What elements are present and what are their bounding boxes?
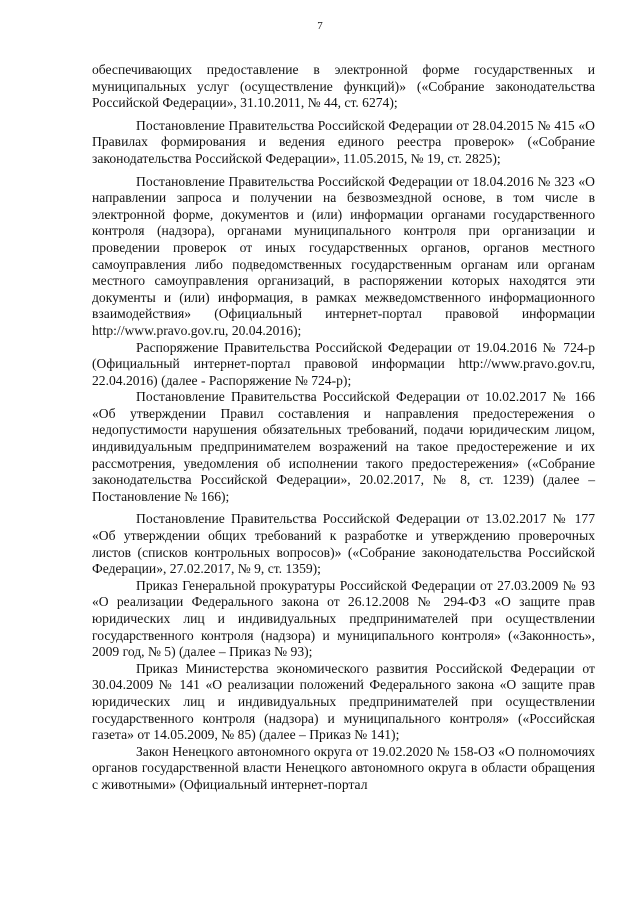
document-body — [92, 62, 595, 794]
paragraph-decree-177: Постановление Правительства Российской Федерации от 13.02.2017 № 177 «Об утверждении общих требований к разработке и утверждению проверочных листов (списков контрольных вопросов)» («Собрание законодательства Российской Федерации», 27.02.2017, № 9, ст. 1359); — [92, 511, 595, 577]
paragraph-decree-415: Постановление Правительства Российской Федерации от 28.04.2015 № 415 «О Правилах формирования и ведения единого реестра проверок» («Собрание законодательства Российской Федерации», 11.05.2015, № 19, ст. 2825); — [92, 117, 595, 166]
paragraph-continuation: обеспечивающих предоставление в электронной форме государственных и муниципальных услуг (осуществление функций)» («Собрание законодательства Российской Федерации», 31.10.2011, № 44, ст. 6274); — [92, 62, 595, 111]
paragraph-order-141: Приказ Министерства экономического развития Российской Федерации от 30.04.2009 № 141 «О реализации положений Федерального закона «О защите прав юридических лиц и индивидуальных предпринимателей при осуществлении государственного контроля (надзора) и муниципального контроля» («Российская газета» от 14.05.2009, № 85) (далее – Приказ № 141); — [92, 660, 595, 743]
page-number: 7 — [317, 20, 323, 32]
paragraph-order-724r: Распоряжение Правительства Российской Федерации от 19.04.2016 № 724-р (Официальный интернет-портал правовой информации http://www.pravo.gov.ru, 22.04.2016) (далее - Распоряжение № 724-р); — [92, 339, 595, 388]
paragraph-order-93: Приказ Генеральной прокуратуры Российской Федерации от 27.03.2009 № 93 «О реализации Федерального закона от 26.12.2008 № 294-ФЗ «О защите прав юридических лиц и индивидуальных предпринимателей при осуществлении государственного контроля (надзора) и муниципального контроля» («Законность», 2009 год, № 5) (далее – Приказ № 93); — [92, 577, 595, 660]
paragraph-decree-166: Постановление Правительства Российской Федерации от 10.02.2017 № 166 «Об утверждении Правил составления и направления предостережения о недопустимости нарушения обязательных требований, подачи юридическим лицом, индивидуальным предпринимателем возражений на такое предостережение и их рассмотрения, уведомления об исполнении такого предостережения» («Собрание законодательства Российской Федерации», 20.02.2017, № 8, ст. 1239) (далее – Постановление № 166); — [92, 389, 595, 504]
paragraph-decree-323: Постановление Правительства Российской Федерации от 18.04.2016 № 323 «О направлении запроса и получении на безвозмездной основе, в том числе в электронной форме, документов и (или) информации органами государственного контроля (надзора), органами муниципального контроля при организации и проведении проверок от иных государственных органов, органов местного самоуправления либо подведомственных государственным органам или органам местного самоуправления организаций, в распоряжении которых находятся эти документы и (или) информация, в рамках межведомственного информационного взаимодействия» (Официальный интернет-портал правовой информации http://www.pravo.gov.ru, 20.04.2016); — [92, 173, 595, 338]
paragraph-law-158oz: Закон Ненецкого автономного округа от 19.02.2020 № 158-ОЗ «О полномочиях органов государственной власти Ненецкого автономного округа в области обращения с животными» (Официальный интернет-портал — [92, 743, 595, 792]
